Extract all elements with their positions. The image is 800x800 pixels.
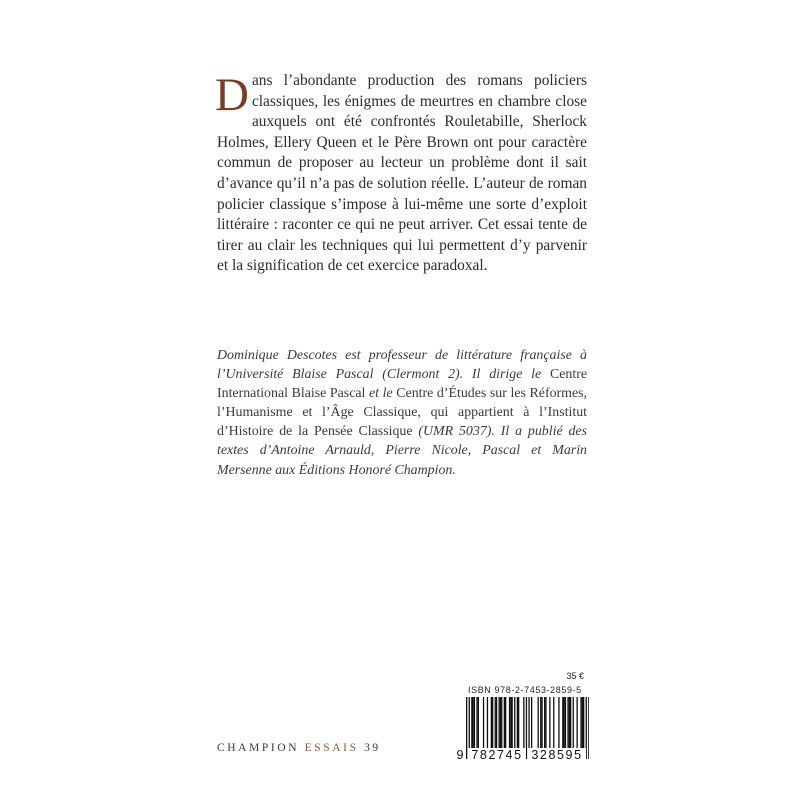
barcode-bar xyxy=(562,697,563,749)
barcode-bar xyxy=(565,697,566,749)
barcode-bar xyxy=(564,697,565,749)
barcode-bar xyxy=(558,697,559,749)
barcode-bar xyxy=(577,697,578,749)
series-number: 39 xyxy=(364,742,381,754)
barcode-bar xyxy=(496,697,497,749)
barcode-bar xyxy=(501,697,502,749)
series-publisher: CHAMPION xyxy=(217,742,300,754)
barcode-bar xyxy=(541,697,542,749)
barcode-bar xyxy=(487,697,488,749)
barcode-bar xyxy=(504,697,505,749)
bio-part-2: Centre International Blaise Pascal xyxy=(217,367,587,402)
barcode-bar xyxy=(567,697,568,749)
bio-part-3: et le xyxy=(365,386,397,402)
barcode-bar xyxy=(518,697,519,749)
bio-part-5: (UMR 5037). Il a publié des textes d’Antoine Arnauld, Pierre Nicole, Pascal et Marin Mersenne aux Éditions Honoré Champion. xyxy=(217,424,587,478)
barcode-bar xyxy=(540,697,541,749)
barcode-bar xyxy=(538,697,539,749)
bio-part-4: Centre d’Études sur les Réformes, l’Humanisme et l’Âge Classique, qui appartient à l’Institut d’Histoire de la Pensée Classique xyxy=(217,386,587,440)
barcode-bar xyxy=(570,697,571,749)
barcode-bar xyxy=(523,697,524,749)
barcode-bar xyxy=(544,697,545,749)
barcode-bar xyxy=(582,697,583,749)
barcode-bar xyxy=(517,697,518,749)
barcode-bar xyxy=(499,697,500,749)
barcode-bar xyxy=(583,697,584,749)
barcode-bar xyxy=(491,697,492,749)
barcode-bar xyxy=(483,697,484,749)
barcode-digits xyxy=(455,748,589,764)
isbn-label: ISBN 978-2-7453-2859-5 xyxy=(468,685,582,695)
drop-cap-letter: D xyxy=(215,69,249,121)
bio-part-1: Dominique Descotes est professeur de littérature française à l’Université Blaise Pascal (Clermont 2). Il dirige le xyxy=(217,348,587,383)
barcode-bar xyxy=(549,697,550,749)
barcode-bar xyxy=(474,697,475,749)
barcode-bar xyxy=(505,697,506,749)
series-name xyxy=(217,742,381,754)
barcode-bar xyxy=(478,697,479,749)
author-bio xyxy=(217,346,587,480)
barcode-bar xyxy=(471,697,472,749)
price-label: 35 € xyxy=(566,671,584,681)
barcode-bar xyxy=(545,697,546,749)
barcode-bar xyxy=(473,697,474,749)
barcode-first-digit: 9 xyxy=(456,748,464,762)
barcode-bar xyxy=(476,697,477,749)
barcode-left-digits: 782745 xyxy=(468,748,526,762)
barcode-right-digits: 328595 xyxy=(528,748,586,762)
barcode-bar xyxy=(553,697,554,749)
barcode-bar xyxy=(510,697,511,749)
barcode-bar xyxy=(495,697,496,749)
barcode-bar xyxy=(492,697,493,749)
series-collection: ESSAIS xyxy=(304,742,359,754)
barcode-bar xyxy=(509,697,510,749)
summary-text: ans l’abondante production des romans policiers classiques, les énigmes de meurtres en chambre close auxquels ont été confrontés Rouletabille, Sherlock Holmes, Ellery Queen et le Père Brown ont pour caractère commun de proposer au lecteur un problème dont il sait d’avance qu’il n’a pas de solution réelle. L’auteur de roman policier classique s’impose à lui-même une sorte d’exploit littéraire : raconter ce qui ne peut arriver. Cet essai tente de tirer au clair les techniques qui lui permettent d’y parvenir et la signification de cet exercice paradoxal. xyxy=(217,72,587,275)
summary-paragraph xyxy=(217,71,587,277)
barcode-bar xyxy=(569,697,570,749)
barcode-bar xyxy=(531,697,532,749)
barcode-bar xyxy=(580,697,581,749)
barcode-bar xyxy=(500,697,501,749)
barcode-bar xyxy=(573,697,574,749)
barcode-bar xyxy=(512,697,513,749)
barcode-bar xyxy=(514,697,515,749)
